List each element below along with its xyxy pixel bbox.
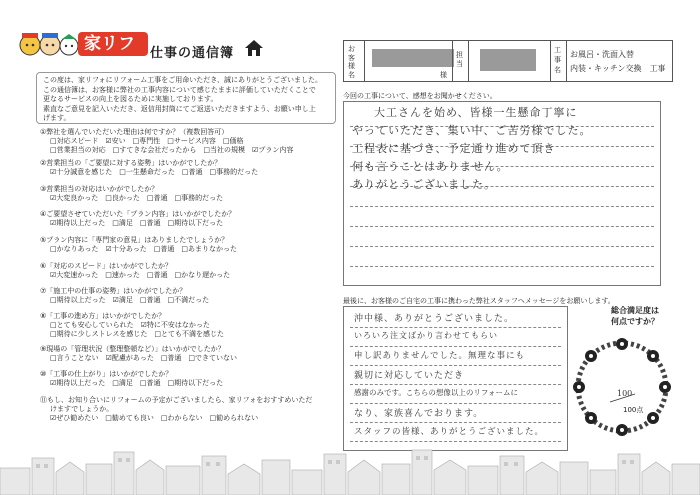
question-title: ⑤プラン内容に「専門家の意見」はありましたでしょうか？ <box>40 236 229 244</box>
work-line-1: お風呂・洗面入替 <box>570 50 634 59</box>
message-box[interactable] <box>343 306 568 451</box>
company-logo <box>18 28 148 78</box>
question-options[interactable]: □言うことない ☑配慮があった □普通 □できていない <box>50 354 238 362</box>
work-line-2: 内装・キッチン交換 工事 <box>570 64 666 73</box>
impression-line: ありがとうございました。 <box>352 178 496 191</box>
work-label: 工事名 <box>554 46 561 74</box>
mascot-icon <box>18 30 80 60</box>
satisfaction-label-line: 総合満足度は <box>611 306 659 315</box>
message-line: 親切に対応していただき <box>354 371 465 381</box>
question-4 <box>40 210 235 228</box>
intro-line: 更なるサービスの向上を図るために実施しております。 <box>43 95 218 104</box>
impression-line: 何も言うことはありません。 <box>352 160 509 173</box>
question-title: ⑦「施工中の仕事の姿勢」はいかがでしたか？ <box>40 287 187 295</box>
question-6 <box>40 262 230 280</box>
impression-line: 工程表に基づき、予定通り進めて頂き <box>352 142 556 155</box>
question-8 <box>40 312 224 339</box>
wreath-ring-icon <box>573 338 671 436</box>
question-title: ⑧「工事の進め方」はいかがでしたか？ <box>40 312 166 320</box>
question-options[interactable]: □対応スピード ☑安い □専門性 □サービス内容 □価格 <box>50 137 244 145</box>
question-options[interactable]: ☑ぜひ勧めたい □勧めても良い □わからない □勧められない <box>50 414 259 422</box>
impression-box[interactable] <box>343 101 661 286</box>
message-line: 沖中様、ありがとうございました。 <box>354 314 515 324</box>
question-title: ②営業担当の「ご要望に対する姿勢」はいかがでしたか？ <box>40 159 222 167</box>
logo-text: 家リフォ <box>78 32 148 56</box>
question-title: ⑥「対応のスピード」はいかがでしたか？ <box>40 262 172 270</box>
question-options[interactable]: ☑大変良かった □良かった □普通 □事務的だった <box>50 194 224 202</box>
question-10 <box>40 370 223 388</box>
satisfaction-label <box>590 305 680 327</box>
intro-text <box>36 72 336 124</box>
message-label: 最後に、お客様のご自宅の工事に携わった弊社スタッフへメッセージをお願いします。 <box>343 297 615 305</box>
house-icon <box>244 38 264 58</box>
question-7 <box>40 287 209 305</box>
message-line: スタッフの皆様、ありがとうございました。 <box>354 427 545 437</box>
question-title: ①弊社を選んでいただいた理由は何ですか？（複数回答可） <box>40 128 229 136</box>
question-9 <box>40 345 237 363</box>
question-options[interactable]: ☑期待以上だった □満足 □普通 □期待以下だった <box>50 379 224 387</box>
message-line: 申し訳ありませんでした。無理な事にも <box>354 351 526 361</box>
impression-line: 大工さんを始め、皆様一生懸命丁寧に <box>374 106 578 119</box>
redacted-staff-name <box>480 49 536 71</box>
score-handwritten: 100 <box>617 389 633 398</box>
honorific: 様 <box>440 71 447 79</box>
question-options[interactable]: □期待に少しストレスを感じた □とても不満を感じた <box>50 330 225 338</box>
question-options[interactable]: □期待以上だった ☑満足 □普通 □不満だった <box>50 296 210 304</box>
question-3 <box>40 185 223 203</box>
question-options[interactable]: ☑十分誠意を感じた □一生懸命だった □普通 □事務的だった <box>50 168 259 176</box>
redacted-customer-name <box>372 49 454 67</box>
question-options[interactable]: □かなりあった ☑十分あった □普通 □あまりなかった <box>50 245 237 253</box>
satisfaction-label-line: 何点ですか？ <box>611 317 659 326</box>
question-title: ⑪もし、お知り合いにリフォームの予定がございましたら、家リフォをおすすめいただ <box>40 396 313 404</box>
customer-info-table <box>343 40 673 82</box>
question-title: ⑩「工事の仕上がり」はいかがでしたか？ <box>40 370 173 378</box>
question-options[interactable]: ☑期待以上だった □満足 □普通 □期待以下だった <box>50 219 224 227</box>
score-scale: 100点 <box>623 406 644 414</box>
impression-label: 今回の工事について、感想をお聞かせください。 <box>343 92 497 100</box>
customer-label: お客様名 <box>348 45 355 79</box>
question-1 <box>40 128 293 155</box>
question-11 <box>40 396 312 423</box>
question-options: けますでしょうか。 <box>50 405 114 413</box>
message-line: 感謝のみです。こちらの想像以上のリフォームに <box>354 388 519 397</box>
question-options[interactable]: □営業担当の対応 □すてきな会社だったから □当社の規模 ☑プラン内容 <box>50 146 294 154</box>
intro-line: この度は、家リフォにリフォーム工事をご用命いただき、誠にありがとうございました。 <box>43 76 323 84</box>
intro-line: げます。 <box>43 114 71 123</box>
impression-line: やっていただき、集い中、ご苦労様でした。 <box>352 124 592 137</box>
page-title: 仕事の通信簿 <box>150 46 235 61</box>
question-title: ⑨現場の「管理状況（整理整頓など）」はいかがでしたか？ <box>40 345 225 353</box>
question-options[interactable]: □とても安心していられた ☑特に不安はなかった <box>50 321 210 329</box>
score-wreath[interactable] <box>565 330 680 445</box>
message-line: なり、家族喜んでおります。 <box>354 409 484 419</box>
intro-line: 素直なご意見を記入いただき、返信用封筒にてご返送いただきますよう、お願い申し上 <box>43 104 316 113</box>
intro-line: この通信簿は、お客様に弊社の工事内容について感じたままに評価していただくことで <box>43 85 316 94</box>
question-5 <box>40 236 237 254</box>
question-options[interactable]: ☑大変速かった □速かった □普通 □かなり遅かった <box>50 271 231 279</box>
staff-label: 担当 <box>456 51 463 68</box>
question-title: ④ご要望させていただいた「プラン内容」はいかがでしたか？ <box>40 210 236 218</box>
town-skyline-illustration <box>0 448 700 495</box>
question-2 <box>40 159 258 177</box>
question-title: ③営業担当の対応はいかがでしたか？ <box>40 185 159 193</box>
message-line: いろいろ注文ばかり言わせてもらい <box>354 331 498 340</box>
